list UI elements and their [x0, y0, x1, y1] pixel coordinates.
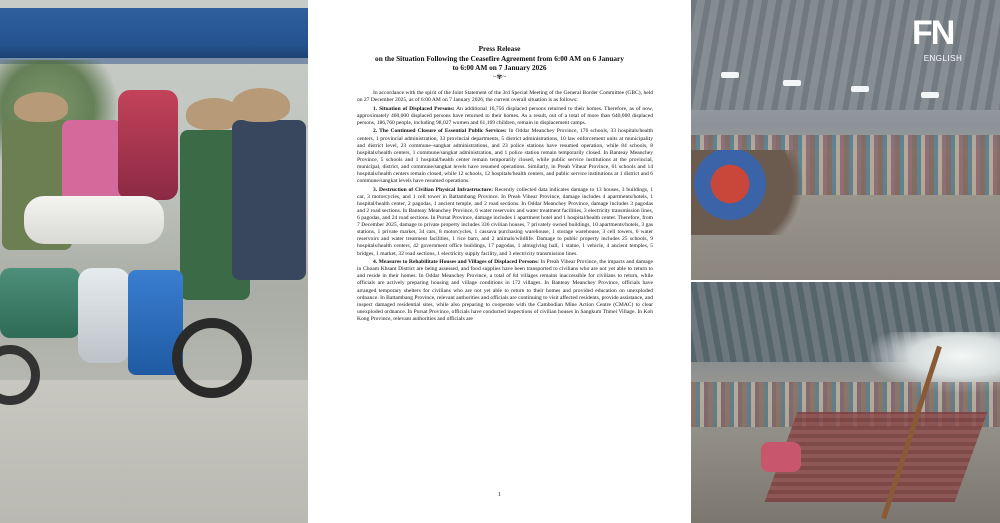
document-body — [357, 90, 653, 325]
ornament-icon: ~✾~ — [492, 73, 507, 81]
logo-brand: FN — [912, 14, 954, 52]
water-jug — [78, 268, 130, 363]
item-rehabilitation: 4. Measures to Rehabilitate Houses and Villages of Displaced Persons: In Preah Vihear Province, the impacts and damage in Choam Khsant District are being assessed, and food supplies have been transported to civilians who are not yet able to return to and reside in their homes. In Oddar Meanchey Province, a total of 84 villages remains inaccessible for civilians to return, while officials are actively preparing housing and village conditions in 172 villages. In Banteay Meanchey Province, officials have arranged temporary shelters for civilians who are not yet able to return to their homes and provided education on unexploded ordnance. In Battambang Province, relevant authorities and officials are continuing to visit affected residents, provide assistance, and inspect damaged residential sites, while also preparing to cooperate with the Cambodian Mine Action Centre (CMAC) to clear unexploded ordnance. In Pursat Province, officials have conducted inspections of civilian houses in Sangkum Thmei Village. In Koh Kong Province, relevant authorities and officials are — [357, 259, 653, 322]
belongings-pile — [691, 150, 821, 235]
document-title: Press Release on the Situation Following the Ceasefire Agreement from 6:00 AM on 6 January to 6:00 AM on 7 January 2026 — [375, 44, 624, 72]
photo-displaced-family-motorcycle — [0, 0, 308, 523]
photo-shelter-hall-bottom — [691, 282, 1000, 523]
bundle — [24, 196, 164, 244]
page-number: 1 — [498, 492, 501, 498]
road — [0, 380, 308, 523]
intro-paragraph: In accordance with the spirit of the Joint Statement of the 3rd Special Meeting of the General Border Committee (GBC), held on 27 December 2025, as of 6:00 AM on 7 January 2026, the current overall situation is as follows: — [357, 90, 653, 104]
press-release-document — [308, 0, 691, 523]
belongings-bag — [761, 442, 801, 472]
item-displaced-persons: 1. Situation of Displaced Persons: An additional 16,756 displaced persons returned to their homes. Therefore, as of now, approximately 460,000 displaced persons have returned to their homes. As a result, out of a total of more than 640,000 displaced persons, 186,760 people, including 98,027 women and 61,169 children, remain in displacement camps. — [357, 105, 653, 126]
tuktuk-canopy — [0, 8, 308, 63]
backpack — [118, 90, 178, 200]
item-infrastructure: 3. Destruction of Civilian Physical Infrastructure: Recently collected data indicates damage to 13 houses, 3 buildings, 1 car, 3 motorcycles, and 1 cell tower in Battambang Province. In Preah Vihear Province, damage includes 4 apartments/hotels, 1 hospital/health center, 2 pagodas, 1 ancient temple, and 2 road sections. In Oddar Meanchey Province, damage includes 3 pagodas and 2 road sections. In Banteay Meanchey Province, 6 water reservoirs and water treatment facilities, 3 electricity transmission lines, 6 pagodas, and 24 road sections. In Pursat Province, damage includes 1 apartment hotel and 1 hospital/health center. Therefore, from 7 December 2025, damage to private property includes 336 civilian houses, 7 privately owned buildings, 10 apartments/hotels, 3 gas stations, 1 private market, 34 cars, 8 motorcycles, 1 cassava purchasing warehouse, 1 storage warehouse, 3 cell towers, 6 water reservoirs and water treatment facilities, 1 rice barn, and 2 animals/wildlife. Damage to public property includes 25 schools, 9 hospitals/health centers, 42 government office buildings, 17 pagodas, 1 almsgiving hall, 1 statue, 1 vehicle, 4 ancient temples, 5 bridges, 1 market, 32 road sections, 1 electricity supply facility, and 3 electricity transmission lines. — [357, 186, 653, 257]
person-driver — [232, 120, 306, 280]
motorcycle-wheel — [172, 318, 252, 398]
item-public-services: 2. The Continued Closure of Essential Public Services: In Oddar Meanchey Province, 176 schools, 33 hospitals/health centers, 1 provincial administration, 33 provincial departments, 5 district administrations, 10 law enforcement units at municipality and district level, 23 commune–sangkat administrations, and 23 police stations have resumed operation, while 84 schools, 8 hospitals/health centers, 1 commune/sangkat administration, and 1 police station remain temporarily closed. In Banteay Meanchey Province, 5 schools and 1 hospital/health center remain temporarily closed, while public service institutions at the provincial, municipal, district, and commune/sangkat levels have resumed operations. Similarly, in Preah Vihear Province, 61 schools and 14 hospitals/health centers remain closed, while 12 schools, 12 hospitals/health centers, and public service institutions at 1 district and 6 commune/sangkat levels have resumed operations. — [357, 128, 653, 185]
logo-subtitle: ENGLISH — [923, 54, 963, 63]
fn-logo — [912, 14, 982, 68]
